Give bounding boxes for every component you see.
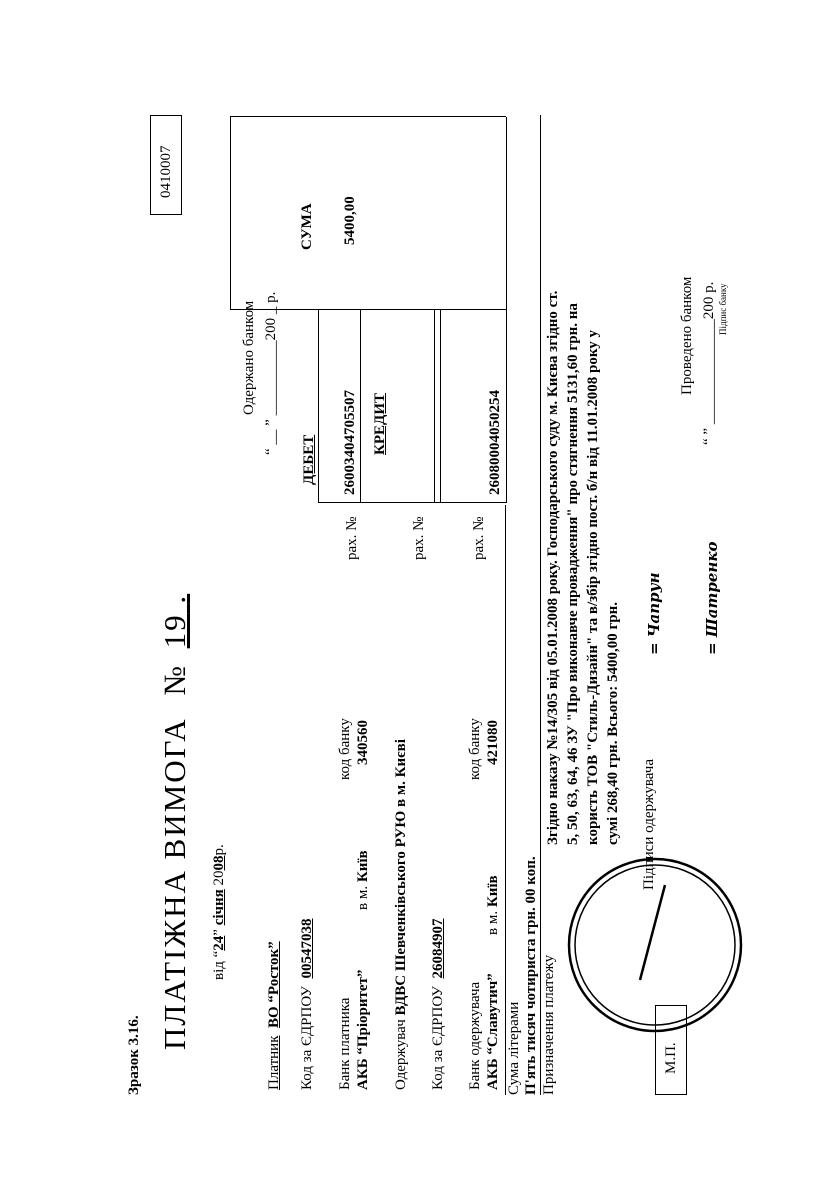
date-mid: ” xyxy=(211,925,227,936)
signature-1: = Чапрун xyxy=(645,572,663,655)
receiver-bank-code: 421080 xyxy=(485,720,501,765)
purpose-line-1: Згідно наказу №14/305 від 05.01.2008 року. Господарського суду м. Києва згідно ст. xyxy=(545,290,561,845)
signatures-label: Підписи одержувача xyxy=(641,759,657,890)
title-text: ПЛАТІЖНА ВИМОГА xyxy=(157,717,192,1050)
table-bottom-border xyxy=(506,117,507,503)
receiver-account-label: рах. № xyxy=(471,516,487,560)
date-day: 24 xyxy=(211,935,227,951)
form-title xyxy=(158,594,192,1050)
form-date xyxy=(210,844,228,980)
debit-header: ДЕБЕТ xyxy=(301,434,317,485)
number-prefix: № xyxy=(157,664,192,696)
payer-edrpou: 00547038 xyxy=(299,918,315,979)
table-right-border xyxy=(230,116,506,117)
payer-bank-code-label: код банку xyxy=(337,718,353,780)
purpose-label: Призначення платежу xyxy=(541,954,557,1095)
form-code-box xyxy=(150,115,182,215)
amount-words-underline xyxy=(540,115,541,1095)
payer-name: ВО “Росток” xyxy=(266,941,282,1028)
credit-header: КРЕДИТ xyxy=(372,392,388,455)
payer-account-label: рах. № xyxy=(344,516,360,560)
credit-account: 26080004050254 xyxy=(487,390,503,495)
bank-signature-caption: Підпис банку xyxy=(718,283,728,335)
receiver-bank-code-label: код банку xyxy=(467,718,483,780)
date-year-suffix: 08 xyxy=(211,855,227,871)
purpose-line-3: користь ТОВ "Стиль-Дизайн" та в/збір згідно пост. б/н від 11.01.2008 року у xyxy=(585,329,601,845)
processed-date-line: “ ” ______________200 р. xyxy=(701,281,717,445)
table-mid-border xyxy=(230,309,506,310)
receiver-bank-city xyxy=(484,875,502,935)
payer-label: Платник xyxy=(266,1035,282,1090)
payment-demand-form xyxy=(120,115,730,1095)
payer-bank-city-name: Київ xyxy=(355,850,371,883)
mp-label: М.П. xyxy=(663,1042,679,1074)
purpose-line-2: 5, 50, 63, 64, 46 ЗУ "Про виконавче провадження" про стягнення 5131,60 грн. на xyxy=(565,303,581,845)
date-year-end: р. xyxy=(211,844,227,856)
receiver-edrpou-label: Код за ЄДРПОУ xyxy=(430,986,446,1090)
form-number-value: 19 xyxy=(157,613,192,649)
sum-value: 5400,00 xyxy=(342,196,358,245)
receiver-label: Одержувач xyxy=(393,1019,409,1090)
payer-edrpou-row xyxy=(298,919,316,1090)
receiver-edrpou-row xyxy=(429,919,447,1090)
table-top-border xyxy=(230,117,231,310)
receiver-name: ВДВС Шевченківського РУЮ в м. Києві xyxy=(393,739,409,1016)
receiver-account-label-1: рах. № xyxy=(411,516,427,560)
received-date-line: “ __ ” __________200 _ р. xyxy=(263,291,279,455)
payer-bank-code: 340560 xyxy=(355,720,371,765)
credit-line-1 xyxy=(434,310,435,503)
purpose-line-4: сумі 268,40 грн. Всього: 5400,00 грн. xyxy=(605,601,621,845)
sum-header: СУМА xyxy=(299,203,315,250)
payer-bank-city-prefix: в м. xyxy=(355,885,371,910)
date-prefix: від “ xyxy=(211,950,227,980)
payer-bank-city xyxy=(354,850,372,910)
debit-bottom-border xyxy=(360,310,361,503)
receiver-row xyxy=(392,739,410,1090)
payer-row xyxy=(265,941,283,1090)
receiver-edrpou: 26084907 xyxy=(430,918,446,979)
signature-2: = Шатренко xyxy=(703,541,721,655)
receiver-bank-city-prefix: в м. xyxy=(485,910,501,935)
form-number xyxy=(157,594,192,649)
table-left-border xyxy=(318,502,506,503)
payer-bank-name: АКБ “Пріоритет” xyxy=(355,969,371,1090)
payer-bank-label: Банк платника xyxy=(337,997,353,1090)
stamp-signature-stroke xyxy=(640,885,665,980)
form-number-dot: . xyxy=(157,593,192,604)
receiver-bank-label: Банк одержувача xyxy=(467,981,483,1090)
credit-line-2 xyxy=(440,310,441,503)
amount-words-value: П'ять тисяч чотириста грн. 00 коп. xyxy=(523,856,539,1095)
date-year-prefix: 20 xyxy=(211,870,227,886)
processed-label: Проведено банком xyxy=(679,276,695,395)
mp-box xyxy=(655,1005,687,1095)
debit-top-border xyxy=(318,310,319,503)
payer-edrpou-label: Код за ЄДРПОУ xyxy=(299,986,315,1090)
form-code: 0410007 xyxy=(158,145,174,198)
date-month: січня xyxy=(211,889,227,926)
sample-label: Зразок 3.16. xyxy=(126,1015,142,1095)
amount-words-label: Сума літерами xyxy=(506,1001,522,1095)
receiver-bank-city-name: Київ xyxy=(485,875,501,908)
debit-account: 26003404705507 xyxy=(342,390,358,495)
receiver-bank-name: АКБ “Славутич” xyxy=(485,973,501,1090)
received-label: Одержано банком xyxy=(241,300,257,415)
